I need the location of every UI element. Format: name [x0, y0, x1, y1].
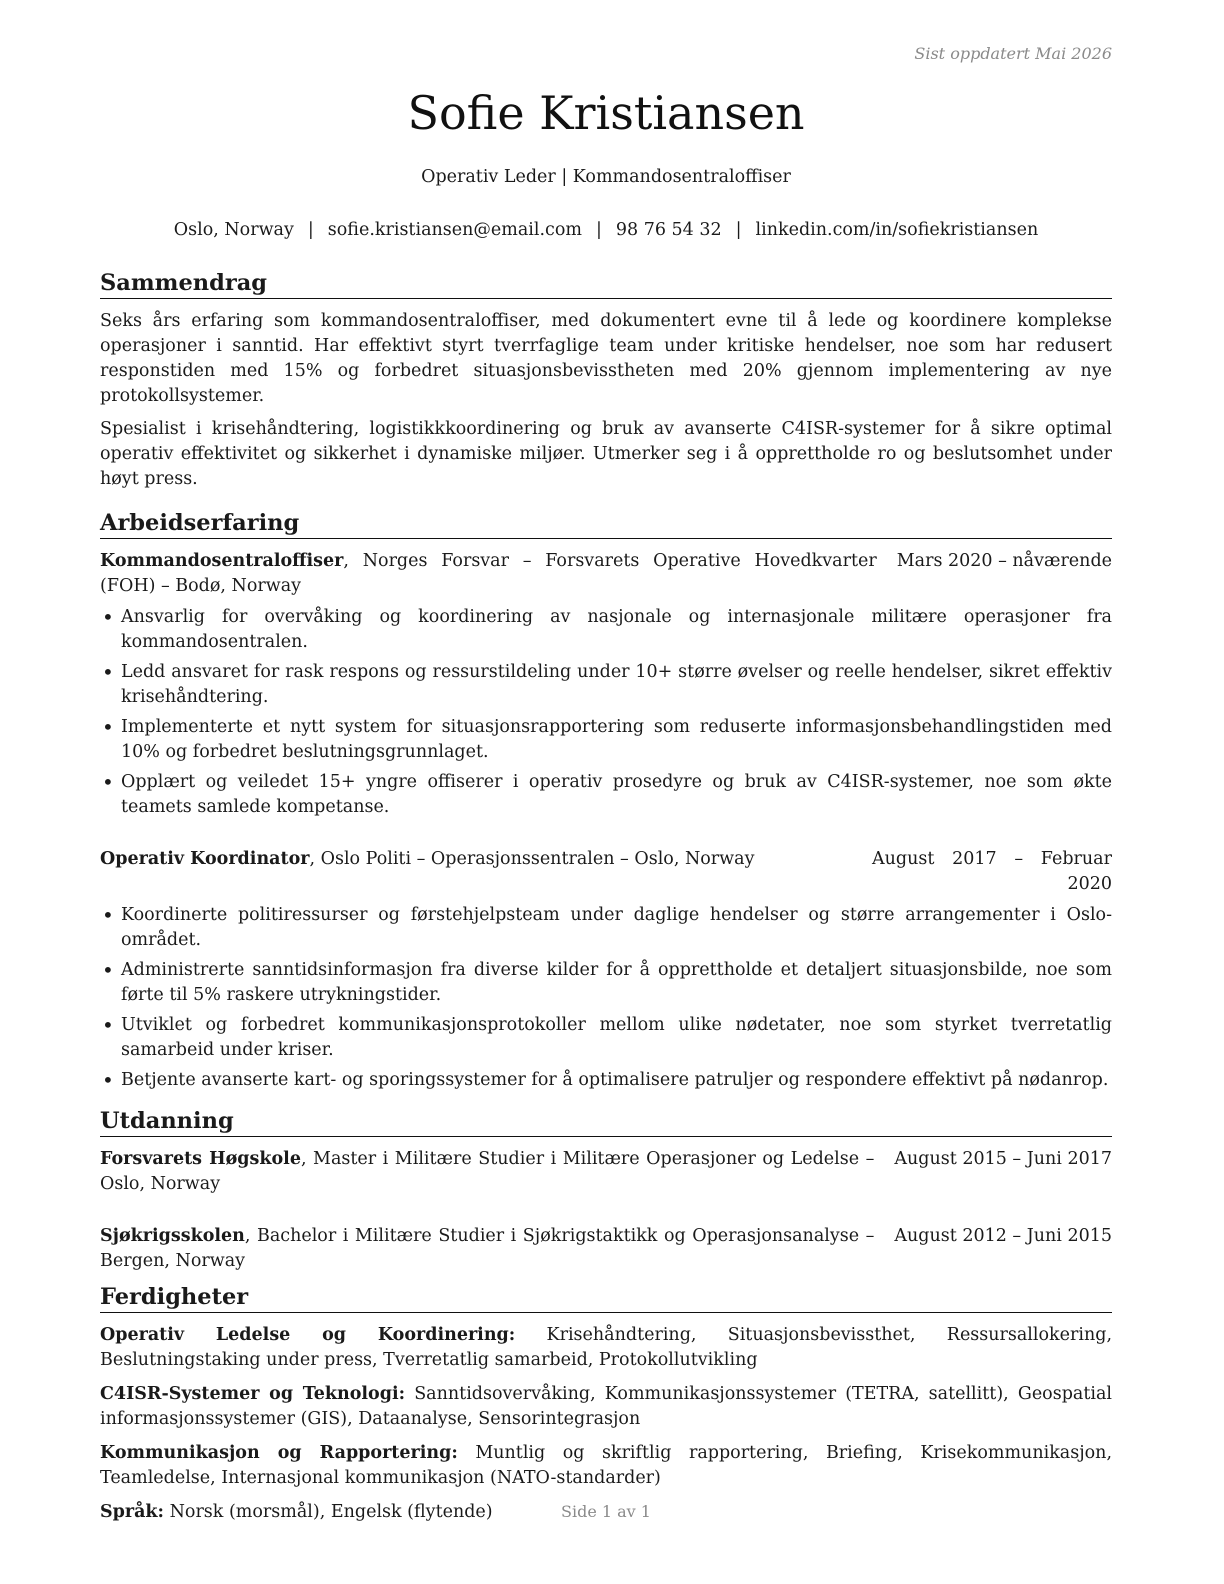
- job-bullet: • Ansvarlig for overvåking og koordinering av nasjonale og internasjonale militære operasjoner fra kommandosentralen.: [100, 605, 1112, 655]
- education-header: [100, 1147, 1112, 1197]
- contact-line: [100, 220, 1112, 240]
- education-header: [100, 1224, 1112, 1274]
- education-entry: [100, 1224, 1112, 1274]
- education-dates: August 2015 – Juni 2017: [894, 1149, 1112, 1169]
- contact-separator: |: [595, 220, 602, 240]
- candidate-name: Sofie Kristiansen: [407, 86, 805, 140]
- experience-section: [100, 510, 1112, 1093]
- experience-heading: Arbeidserfaring: [100, 510, 1112, 539]
- job-title-line: [100, 549, 897, 599]
- job-role: Operativ Koordinator: [100, 849, 310, 869]
- job-bullet: • Ledd ansvaret for rask respons og ressurstildeling under 10+ større øvelser og reelle hendelser, sikret effektiv krisehåndtering.: [100, 660, 1112, 710]
- job-title-line: [100, 847, 872, 872]
- education-title-line: [100, 1224, 894, 1274]
- education-entry: [100, 1147, 1112, 1197]
- job-entry: [100, 549, 1112, 820]
- job-bullets: [100, 903, 1112, 1093]
- resume-content: [100, 270, 1112, 1534]
- job-bullet: • Administrerte sanntidsinformasjon fra diverse kilder for å opprettholde et detaljert situasjonsbilde, noe som førte til 5% raskere utrykningstider.: [100, 958, 1112, 1008]
- job-dates: Mars 2020 – nåværende: [896, 551, 1112, 571]
- job-header: [100, 549, 1112, 599]
- skill-group: [100, 1382, 1112, 1432]
- job-dates: August 2017 – Februar 2020: [872, 849, 1112, 894]
- contact-phone[interactable]: 98 76 54 32: [615, 220, 722, 240]
- contact-email[interactable]: sofie.kristiansen@email.com: [327, 220, 582, 240]
- job-details: , Norges Forsvar – Forsvarets Operative Hovedkvarter (FOH) – Bodø, Norway: [100, 551, 877, 596]
- job-bullets: [100, 605, 1112, 820]
- contact-linkedin[interactable]: linkedin.com/in/sofiekristiansen: [755, 220, 1039, 240]
- job-bullet: • Opplært og veiledet 15+ yngre offiserer i operativ prosedyre og bruk av C4ISR-systemer, noe som økte teamets samlede kompetanse.: [100, 770, 1112, 820]
- summary-heading: Sammendrag: [100, 270, 1112, 299]
- education-details: , Bachelor i Militære Studier i Sjøkrigstaktikk og Operasjonsanalyse – Bergen, Norway: [100, 1226, 875, 1271]
- education-details: , Master i Militære Studier i Militære Operasjoner og Ledelse – Oslo, Norway: [100, 1149, 875, 1194]
- contact-separator: |: [307, 220, 314, 240]
- skills-section: [100, 1284, 1112, 1525]
- skill-group: [100, 1323, 1112, 1373]
- skill-label: Språk:: [100, 1502, 165, 1522]
- skill-label: C4ISR-Systemer og Teknologi:: [100, 1384, 406, 1404]
- education-heading: Utdanning: [100, 1108, 1112, 1137]
- education-section: [100, 1108, 1112, 1274]
- skill-text: Muntlig og skriftlig rapportering, Briefing, Krisekommunikasjon, Teamledelse, Internasjonal kommunikasjon (NATO-standarder): [100, 1443, 1113, 1488]
- job-details: , Oslo Politi – Operasjonssentralen – Oslo, Norway: [309, 849, 755, 869]
- education-dates: August 2012 – Juni 2015: [894, 1226, 1112, 1246]
- summary-section: [100, 270, 1112, 492]
- candidate-subtitle: Operativ Leder | Kommandosentraloffiser: [421, 167, 791, 187]
- skills-heading: Ferdigheter: [100, 1284, 1112, 1313]
- job-bullet: • Koordinerte politiressurser og førstehjelpsteam under daglige hendelser og større arrangementer i Oslo-området.: [100, 903, 1112, 953]
- skill-label: Operativ Ledelse og Koordinering:: [100, 1325, 516, 1345]
- summary-paragraph: Seks års erfaring som kommandosentraloffiser, med dokumentert evne til å lede og koordinere komplekse operasjoner i sanntid. Har effektivt styrt tverrfaglige team under kritiske hendelser, noe som har redusert responstiden med 15% og forbedret situasjonsbevisstheten med 20% gjennom implementering av nye protokollsystemer.: [100, 311, 1112, 406]
- contact-location: Oslo, Norway: [173, 220, 294, 240]
- job-entry: [100, 847, 1112, 1093]
- job-bullet: • Utviklet og forbedret kommunikasjonsprotokoller mellom ulike nødetater, noe som styrket tverretatlig samarbeid under kriser.: [100, 1013, 1112, 1063]
- resume-page: [100, 0, 1112, 1584]
- skill-group: [100, 1441, 1112, 1491]
- job-role: Kommandosentraloffiser: [100, 551, 344, 571]
- skill-text: Norsk (morsmål), Engelsk (flytende): [164, 1502, 493, 1522]
- education-title-line: [100, 1147, 894, 1197]
- job-header: [100, 847, 1112, 897]
- skill-text: Krisehåndtering, Situasjonsbevissthet, Ressursallokering, Beslutningstaking under press, Tverretatlig samarbeid, Protokollutvikling: [100, 1325, 1113, 1370]
- page-number: Side 1 av 1: [561, 1502, 651, 1521]
- education-school: Sjøkrigsskolen: [100, 1226, 245, 1246]
- skill-label: Kommunikasjon og Rapportering:: [100, 1443, 458, 1463]
- job-bullet: • Implementerte et nytt system for situasjonsrapportering som reduserte informasjonsbehandlingstiden med 10% og forbedret beslutningsgrunnlaget.: [100, 715, 1112, 765]
- contact-separator: |: [735, 220, 742, 240]
- skill-text: Sanntidsovervåking, Kommunikasjonssystemer (TETRA, satellitt), Geospatial informasjonssystemer (GIS), Dataanalyse, Sensorintegrasjon: [100, 1384, 1112, 1429]
- last-updated: Sist oppdatert Mai 2026: [914, 44, 1112, 63]
- job-bullet: • Betjente avanserte kart- og sporingssystemer for å optimalisere patruljer og respondere effektivt på nødanrop.: [100, 1068, 1112, 1093]
- summary-paragraph: Spesialist i krisehåndtering, logistikkkoordinering og bruk av avanserte C4ISR-systemer for å sikre optimal operativ effektivitet og sikkerhet i dynamiske miljøer. Utmerker seg i å opprettholde ro og beslutsomhet under høyt press.: [100, 419, 1112, 489]
- education-school: Forsvarets Høgskole: [100, 1149, 301, 1169]
